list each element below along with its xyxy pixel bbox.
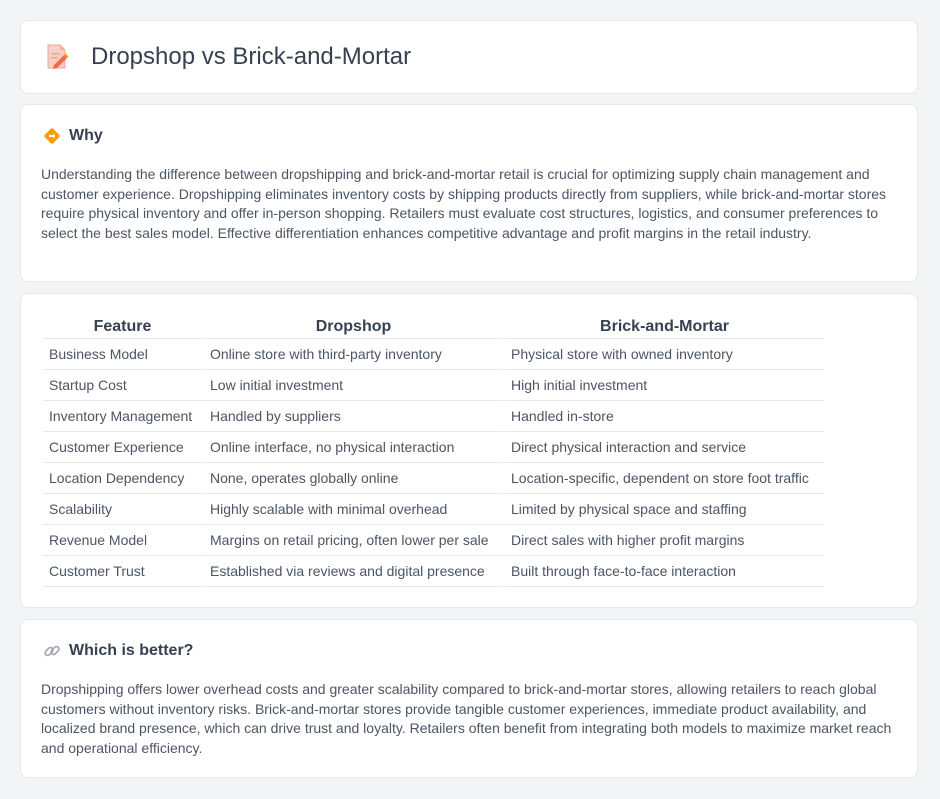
brick-cell: High initial investment — [503, 370, 824, 401]
dropshop-cell: Margins on retail pricing, often lower per sale — [202, 525, 503, 556]
table-row — [43, 525, 824, 556]
better-title: Which is better? — [69, 642, 194, 659]
dropshop-cell: Online store with third-party inventory — [202, 339, 503, 370]
brick-cell: Physical store with owned inventory — [503, 339, 824, 370]
brick-cell: Built through face-to-face interaction — [503, 556, 824, 587]
comparison-table — [43, 315, 824, 587]
dropshop-cell: Handled by suppliers — [202, 401, 503, 432]
brick-cell: Direct sales with higher profit margins — [503, 525, 824, 556]
table-row — [43, 463, 824, 494]
why-title: Why — [69, 127, 103, 144]
feature-cell: Revenue Model — [43, 525, 202, 556]
table-row — [43, 432, 824, 463]
feature-cell: Scalability — [43, 494, 202, 525]
table-row — [43, 556, 824, 587]
header-feature: Feature — [43, 315, 202, 339]
why-heading — [43, 127, 103, 145]
table-row — [43, 401, 824, 432]
dropshop-cell: Low initial investment — [202, 370, 503, 401]
feature-cell: Customer Experience — [43, 432, 202, 463]
brick-cell: Handled in-store — [503, 401, 824, 432]
table-row — [43, 370, 824, 401]
brick-cell: Limited by physical space and staffing — [503, 494, 824, 525]
table-row — [43, 339, 824, 370]
dropshop-cell: Established via reviews and digital presence — [202, 556, 503, 587]
document-pencil-icon — [45, 43, 69, 71]
feature-cell: Business Model — [43, 339, 202, 370]
diamond-direction-icon — [43, 127, 61, 145]
title-card — [20, 20, 918, 94]
dropshop-cell: Highly scalable with minimal overhead — [202, 494, 503, 525]
feature-cell: Customer Trust — [43, 556, 202, 587]
why-section — [20, 104, 918, 282]
header-brick-and-mortar: Brick-and-Mortar — [503, 315, 824, 339]
feature-cell: Startup Cost — [43, 370, 202, 401]
brick-cell: Location-specific, dependent on store foot traffic — [503, 463, 824, 494]
table-header-row — [43, 315, 824, 339]
dropshop-cell: None, operates globally online — [202, 463, 503, 494]
why-body: Understanding the difference between dropshipping and brick-and-mortar retail is crucial for optimizing supply chain management and customer experience. Dropshipping eliminates inventory costs by shipping products directly from suppliers, while brick-and-mortar stores require physical inventory and offer in-person shopping. Retailers must evaluate cost structures, logistics, and consumer preferences to select the best sales model. Effective differentiation enhances competitive advantage and profit margins in the retail industry. — [41, 166, 887, 241]
page-header — [45, 43, 411, 71]
dropshop-cell: Online interface, no physical interaction — [202, 432, 503, 463]
feature-cell: Location Dependency — [43, 463, 202, 494]
feature-cell: Inventory Management — [43, 401, 202, 432]
better-body: Dropshipping offers lower overhead costs and greater scalability compared to brick-and-mortar stores, allowing retailers to reach global customers without inventory risks. Brick-and-mortar stores provide tangible customer experiences, immediate product availability, and localized brand presence, which can drive trust and loyalty. Retailers often benefit from integrating both models to maximize market reach and operational efficiency. — [41, 681, 892, 756]
table-row — [43, 494, 824, 525]
brick-cell: Direct physical interaction and service — [503, 432, 824, 463]
better-heading — [43, 642, 193, 660]
page-title: Dropshop vs Brick-and-Mortar — [91, 43, 412, 70]
link-icon — [43, 642, 61, 660]
header-dropshop: Dropshop — [202, 315, 503, 339]
comparison-section — [20, 293, 918, 608]
which-is-better-section — [20, 619, 918, 778]
